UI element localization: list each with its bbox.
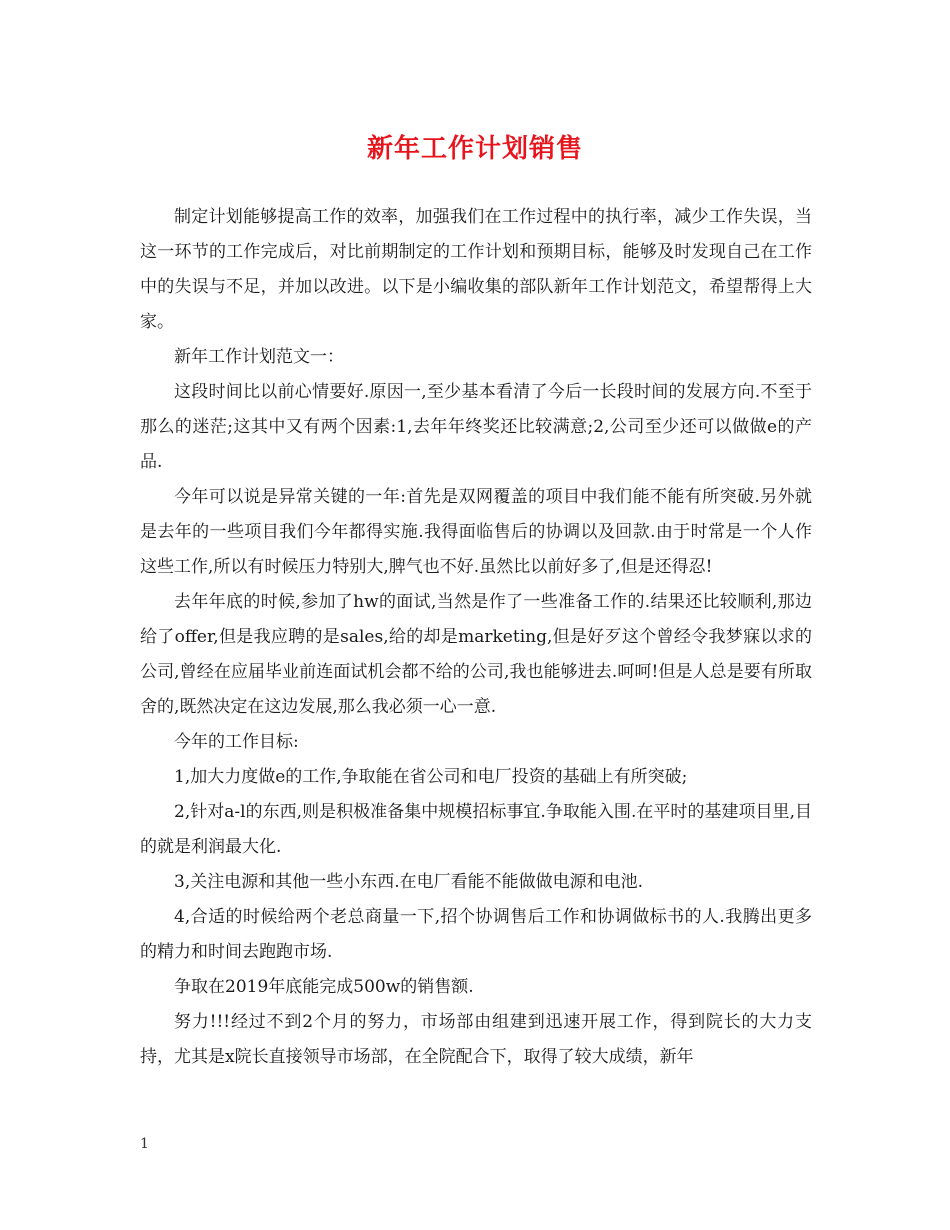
document-title: 新年工作计划销售 bbox=[366, 134, 583, 164]
paragraph-goal-2: 2,针对a-l的东西,则是积极准备集中规模招标事宜.争取能入围.在平时的基建项目里,目的就是利润最大化. bbox=[140, 802, 812, 857]
page-number: 1 bbox=[140, 1136, 149, 1152]
paragraph-interview: 去年年底的时候,参加了hw的面试,当然是作了一些准备工作的.结果还比较顺利,那边给了offer,但是我应聘的是sales,给的却是marketing,但是好歹这个曾经令我梦寐以求的公司,曾经在应届毕业前连面试机会都不给的公司,我也能够进去.呵呵!但是人总是要有所取舍的,既然决定在这边发展,那么我必须一心一意. bbox=[140, 592, 812, 717]
document-body bbox=[140, 200, 812, 1075]
paragraph-key-year: 今年可以说是异常关键的一年:首先是双网覆盖的项目中我们能不能有所突破.另外就是去年的一些项目我们今年都得实施.我得面临售后的协调以及回款.由于时常是一个人作这些工作,所以有时候压力特别大,脾气也不好.虽然比以前好多了,但是还得忍! bbox=[140, 487, 812, 577]
paragraph-mood: 这段时间比以前心情要好.原因一,至少基本看清了今后一长段时间的发展方向.不至于那么的迷茫;这其中又有两个因素:1,去年年终奖还比较满意;2,公司至少还可以做做e的产品. bbox=[140, 382, 812, 472]
paragraph-goal-4: 4,合适的时候给两个老总商量一下,招个协调售后工作和协调做标书的人.我腾出更多的精力和时间去跑跑市场. bbox=[140, 907, 812, 962]
paragraph-effort: 努力!!!经过不到2个月的努力，市场部由组建到迅速开展工作，得到院长的大力支持，尤其是x院长直接领导市场部，在全院配合下，取得了较大成绩，新年 bbox=[140, 1012, 812, 1067]
paragraph-goal-1: 1,加大力度做e的工作,争取能在省公司和电厂投资的基础上有所突破; bbox=[174, 767, 688, 787]
paragraph-goals-heading: 今年的工作目标: bbox=[174, 732, 299, 752]
paragraph-intro: 制定计划能够提高工作的效率，加强我们在工作过程中的执行率，减少工作失误，当这一环节的工作完成后，对比前期制定的工作计划和预期目标，能够及时发现自己在工作中的失误与不足，并加以改进。以下是小编收集的部队新年工作计划范文，希望帮得上大家。 bbox=[140, 207, 812, 332]
paragraph-sample-heading: 新年工作计划范文一： bbox=[174, 347, 344, 367]
paragraph-sales-target: 争取在2019年底能完成500w的销售额. bbox=[174, 977, 474, 997]
paragraph-goal-3: 3,关注电源和其他一些小东西.在电厂看能不能做做电源和电池. bbox=[174, 872, 644, 892]
